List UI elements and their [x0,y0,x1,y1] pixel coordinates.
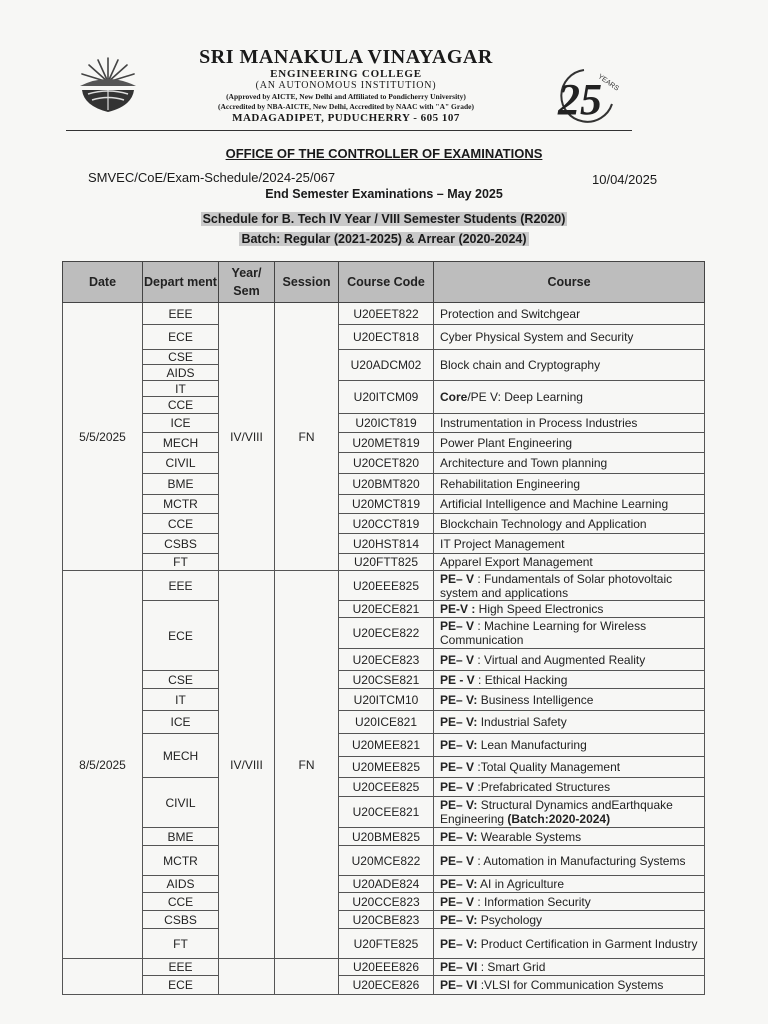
course-code-cell: U20MET819 [339,433,434,453]
course-title: High Speed Electronics [475,602,604,616]
table-row [63,534,705,554]
dept-cell: CSE [143,671,219,689]
course-title: Industrial Safety [477,715,567,729]
course-cell: Blockchain Technology and Application [434,514,705,534]
office-title: OFFICE OF THE CONTROLLER OF EXAMINATIONS [225,146,543,161]
table-row [63,929,705,959]
date-cell: 5/5/2025 [63,303,143,571]
course-cell: Instrumentation in Process Industries [434,414,705,433]
course-prefix: PE– V [440,760,475,774]
dept-cell: BME [143,828,219,846]
course-cell [434,381,705,414]
course-code-cell: U20CCE823 [339,893,434,911]
dept-cell: CSE [143,350,219,365]
table-header-row [63,262,705,303]
course-prefix: PE– V [440,894,475,909]
25-years-badge [554,64,626,124]
table-row [63,828,705,846]
course-prefix: PE– V: [440,738,478,752]
course-cell [434,649,705,671]
header-date: Date [63,262,143,303]
dept-cell: CIVIL [143,778,219,828]
course-code-cell: U20ECE821 [339,601,434,618]
dept-cell: FT [143,929,219,959]
course-code-cell: U20FTE825 [339,929,434,959]
header-department: Depart ment [143,262,219,303]
college-address: MADAGADIPET, PUDUCHERRY - 605 107 [232,112,460,124]
course-cell [434,911,705,929]
autonomous-line: (AN AUTONOMOUS INSTITUTION) [255,80,437,91]
course-prefix: PE– VI [440,960,478,974]
course-cell: Protection and Switchgear [434,303,705,325]
dept-cell: CCE [143,397,219,414]
table-row [63,433,705,453]
table-row [63,846,705,876]
session-cell: FN [275,571,339,959]
course-title: Psychology [477,912,543,927]
course-code-cell: U20ADCM02 [339,350,434,381]
course-code-cell: U20CBE823 [339,911,434,929]
course-cell [434,618,705,649]
course-cell [434,601,705,618]
header-year-sem: Year/ Sem [219,262,275,303]
dept-cell: MCTR [143,846,219,876]
exam-title: End Semester Examinations – May 2025 [265,187,503,201]
course-prefix: PE– V [440,780,475,794]
course-title: Wearable Systems [477,829,582,844]
course-cell: Rehabilitation Engineering [434,474,705,495]
course-prefix: PE– V: [440,829,478,844]
table-row [63,711,705,734]
course-cell [434,757,705,778]
course-prefix: PE– V: [440,692,478,707]
table-row [63,495,705,514]
course-cell [434,778,705,797]
table-row [63,911,705,929]
course-cell [434,711,705,734]
year-sem-cell [219,959,275,995]
table-row [63,893,705,911]
table-row [63,876,705,893]
dept-cell: CSBS [143,911,219,929]
course-cell [434,828,705,846]
session-cell [275,959,339,995]
dept-cell: BME [143,474,219,495]
course-cell [434,959,705,976]
course-title: :Total Quality Management [474,760,621,774]
schedule-title-text: Schedule for B. Tech IV Year / VIII Semester Students (R2020) [202,212,566,226]
course-title: AI in Agriculture [477,877,565,891]
course-code-cell: U20FTT825 [339,554,434,571]
course-cell [434,571,705,601]
course-code-cell: U20MCT819 [339,495,434,514]
course-cell: Power Plant Engineering [434,433,705,453]
course-code-cell: U20MEE821 [339,734,434,757]
course-code-cell: U20CSE821 [339,671,434,689]
table-row [63,554,705,571]
course-code-cell: U20ICT819 [339,414,434,433]
dept-cell: MECH [143,433,219,453]
course-prefix: PE– V: [440,877,478,891]
header-session: Session [275,262,339,303]
course-cell [434,797,705,828]
course-title: /PE V: Deep Learning [467,390,583,404]
table-row [63,689,705,711]
header-divider [66,130,632,131]
course-code-cell: U20ECE823 [339,649,434,671]
course-code-cell: U20ECE826 [339,976,434,995]
course-code-cell: U20EEE825 [339,571,434,601]
table-row [63,350,705,365]
exam-schedule-table [62,261,705,995]
course-prefix: PE– V: [440,912,478,927]
course-title: Product Certification in Garment Industry [477,936,698,951]
table-row [63,959,705,976]
course-prefix: PE - V [440,672,475,687]
course-code-cell: U20ITCM09 [339,381,434,414]
course-title: : Automation in Manufacturing Systems [474,853,686,868]
date-cell: 8/5/2025 [63,571,143,959]
dept-cell: ICE [143,414,219,433]
course-cell: Cyber Physical System and Security [434,325,705,350]
table-row [63,325,705,350]
dept-cell: EEE [143,959,219,976]
course-cell: Artificial Intelligence and Machine Learning [434,495,705,514]
course-prefix: PE– V [440,652,475,667]
course-code-cell: U20CET820 [339,453,434,474]
course-batch-note: (Batch:2020-2024) [507,812,611,826]
course-code-cell: U20ECT818 [339,325,434,350]
course-cell [434,846,705,876]
course-title: : Ethical Hacking [474,672,568,687]
dept-cell: AIDS [143,876,219,893]
course-title: : Machine Learning for Wireless Communication [440,619,647,647]
course-code-cell: U20CCT819 [339,514,434,534]
course-title: :Prefabricated Structures [474,780,611,794]
dept-cell: CSBS [143,534,219,554]
letterhead [66,46,642,132]
course-prefix: PE– V: [440,936,478,951]
dept-cell: CIVIL [143,453,219,474]
badge-number: 25 [558,75,602,124]
course-prefix: PE– V [440,853,475,868]
course-title: : Virtual and Augmented Reality [474,652,646,667]
date-cell [63,959,143,995]
course-title: Structural Dynamics andEarthquake Engineering [440,798,673,826]
dept-cell: CCE [143,514,219,534]
course-code-cell: U20BMT820 [339,474,434,495]
dept-cell: ECE [143,325,219,350]
dept-cell: AIDS [143,365,219,381]
table-row [63,734,705,757]
college-subtitle: ENGINEERING COLLEGE [270,68,422,80]
batch-line [0,232,768,246]
year-sem-cell: IV/VIII [219,571,275,959]
course-cell [434,893,705,911]
course-cell: IT Project Management [434,534,705,554]
course-code-cell: U20ECE822 [339,618,434,649]
course-prefix: PE– V [440,571,475,586]
course-cell [434,734,705,757]
dept-cell: EEE [143,571,219,601]
dept-cell: FT [143,554,219,571]
dept-cell: IT [143,689,219,711]
college-title-block [156,46,536,125]
course-code-cell: U20HST814 [339,534,434,554]
course-code-cell: U20CEE825 [339,778,434,797]
table-row [63,414,705,433]
course-cell [434,976,705,995]
course-prefix: PE– V: [440,798,478,812]
table-row [63,601,705,618]
course-cell [434,929,705,959]
course-prefix: PE-V : [440,602,476,616]
course-cell [434,671,705,689]
course-cell [434,689,705,711]
dept-cell: IT [143,381,219,397]
course-title: : Information Security [474,894,591,909]
table-row [63,381,705,397]
table-row [63,671,705,689]
reference-number: SMVEC/CoE/Exam-Schedule/2024-25/067 [88,170,336,185]
course-title: Lean Manufacturing [477,738,587,752]
college-name: SRI MANAKULA VINAYAGAR [199,46,493,68]
table-row [63,514,705,534]
dept-cell: ECE [143,976,219,995]
course-code-cell: U20ITCM10 [339,689,434,711]
table-row [63,571,705,601]
table-row [63,976,705,995]
course-title: :VLSI for Communication Systems [477,978,664,992]
course-code-cell: U20EET822 [339,303,434,325]
college-lotus-logo [76,52,140,116]
course-code-cell: U20MCE822 [339,846,434,876]
course-cell: Block chain and Cryptography [434,350,705,381]
course-title: : Smart Grid [477,960,546,974]
session-cell: FN [275,303,339,571]
course-code-cell: U20ADE824 [339,876,434,893]
header-course: Course [434,262,705,303]
dept-cell: MCTR [143,495,219,514]
course-code-cell: U20EEE826 [339,959,434,976]
issue-date: 10/04/2025 [592,172,658,187]
batch-line-text: Batch: Regular (2021-2025) & Arrear (2020-2024) [241,232,527,246]
course-code-cell: U20MEE825 [339,757,434,778]
course-cell [434,876,705,893]
accreditation-line: (Accredited by NBA-AICTE, New Delhi, Accredited by NAAC with "A" Grade) [218,102,474,111]
dept-cell: MECH [143,734,219,778]
course-prefix: Core [440,390,468,404]
course-prefix: PE– V [440,619,475,633]
dept-cell: EEE [143,303,219,325]
table-row [63,474,705,495]
badge-text: YEARS [596,73,620,93]
approval-line: (Approved by AICTE, New Delhi and Affiliated to Pondicherry University) [226,92,466,101]
course-title: Business Intelligence [477,692,594,707]
course-prefix: PE– V: [440,715,478,729]
course-cell: Apparel Export Management [434,554,705,571]
dept-cell: CCE [143,893,219,911]
course-title: : Fundamentals of Solar photovoltaic system and applications [440,571,673,600]
course-code-cell: U20CEE821 [339,797,434,828]
table-row [63,303,705,325]
course-cell: Architecture and Town planning [434,453,705,474]
dept-cell: ICE [143,711,219,734]
schedule-title [0,212,768,226]
dept-cell: ECE [143,601,219,671]
course-code-cell: U20BME825 [339,828,434,846]
course-prefix: PE– VI [440,978,478,992]
year-sem-cell: IV/VIII [219,303,275,571]
header-course-code: Course Code [339,262,434,303]
course-code-cell: U20ICE821 [339,711,434,734]
table-row [63,453,705,474]
table-row [63,778,705,797]
